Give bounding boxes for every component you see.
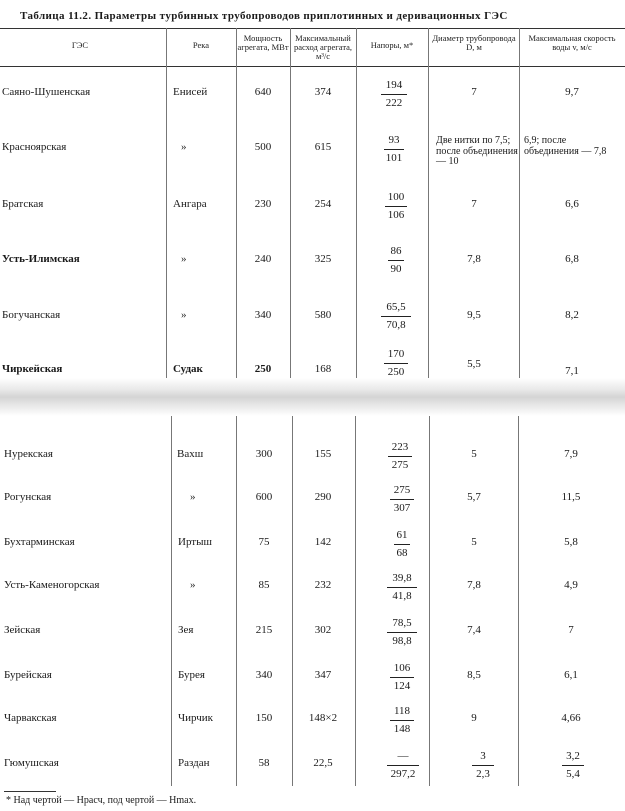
cell-power: 215 (255, 624, 273, 636)
table-top-rule (0, 28, 625, 29)
cell-power: 240 (254, 253, 272, 265)
velocity-bottom: 5,4 (566, 768, 580, 780)
fraction-bar (385, 206, 407, 207)
cell-ges: Саяно-Шушенская (2, 86, 91, 98)
fraction-bar (390, 677, 414, 678)
cell-ges: Гюмушская (4, 757, 59, 769)
footnote: * Над чертой — Hрасч, под чертой — Hmax. (6, 795, 197, 806)
fraction-bar (388, 456, 412, 457)
diameter-fraction (466, 750, 500, 781)
header-bottom-rule (0, 66, 625, 67)
cell-flow: 22,5 (313, 757, 333, 769)
velocity-fraction (556, 750, 590, 781)
header-river: Река (192, 40, 210, 50)
fraction-bar (381, 316, 411, 317)
cell-power: 500 (254, 141, 272, 153)
head-design: 100 (387, 191, 405, 203)
cell-ges: Зейская (4, 624, 41, 636)
head-max: 275 (391, 459, 409, 471)
column-rule (171, 416, 172, 786)
head-fraction (374, 134, 414, 165)
head-fraction (374, 245, 418, 276)
fraction-bar (472, 765, 494, 766)
head-design: 39,8 (392, 572, 412, 584)
header-flow: Максимальный расход агрегата, м³/с (293, 33, 353, 61)
head-design: 86 (390, 245, 402, 257)
column-rule (356, 28, 357, 378)
cell-river: Раздан (178, 757, 210, 769)
head-max: 106 (387, 209, 405, 221)
diameter-bottom: 2,3 (476, 768, 490, 780)
head-design: 61 (396, 529, 408, 541)
footnote-rule (4, 791, 56, 792)
head-fraction (382, 484, 422, 515)
cell-ges: Усть-Илимская (2, 253, 80, 265)
cell-velocity: 6,8 (565, 253, 579, 265)
cell-power: 58 (258, 757, 270, 769)
cell-ges: Чиркейская (2, 363, 63, 375)
head-design: 118 (393, 705, 411, 717)
head-fraction (372, 79, 416, 110)
cell-diameter: 7 (471, 198, 477, 210)
cell-river: » (181, 253, 187, 265)
cell-flow: 155 (314, 448, 332, 460)
fraction-bar (384, 149, 404, 150)
head-fraction (380, 750, 426, 781)
head-max: 101 (385, 152, 403, 164)
table-caption: Таблица 11.2. Параметры турбинных трубопроводов приплотинных и деривационных ГЭС (20, 10, 508, 22)
cell-river: Вахш (177, 448, 204, 460)
head-fraction (382, 662, 422, 693)
head-max: 297,2 (390, 768, 416, 780)
head-max: 90 (390, 263, 402, 275)
fraction-bar (394, 544, 410, 545)
head-max: 307 (393, 502, 411, 514)
cell-flow: 168 (314, 363, 332, 375)
cell-power: 300 (255, 448, 273, 460)
cell-river: » (190, 579, 196, 591)
cell-diameter: 9,5 (467, 309, 481, 321)
column-rule (518, 416, 519, 786)
header-head: Напоры, м* (370, 40, 414, 50)
cell-ges: Бурейская (4, 669, 52, 681)
head-design: 78,5 (392, 617, 412, 629)
fraction-bar (381, 94, 407, 95)
cell-ges: Усть-Каменогорская (4, 579, 100, 591)
cell-flow: 148×2 (308, 712, 338, 724)
cell-diameter: 7,8 (467, 579, 481, 591)
cell-power: 75 (258, 536, 270, 548)
fraction-bar (387, 587, 417, 588)
cell-flow: 290 (314, 491, 332, 503)
cell-power: 230 (254, 198, 272, 210)
column-rule (236, 416, 237, 786)
velocity-top: 3,2 (566, 750, 580, 762)
cell-power: 85 (258, 579, 270, 591)
fraction-bar (390, 499, 414, 500)
cell-power: 250 (254, 363, 272, 375)
column-rule (166, 28, 167, 378)
head-max: 148 (393, 723, 411, 735)
fraction-bar (388, 260, 404, 261)
cell-diameter: 5,7 (467, 491, 481, 503)
head-max: 41,8 (392, 590, 412, 602)
cell-ges: Братская (2, 198, 44, 210)
cell-diameter: 5,5 (467, 358, 481, 370)
header-velocity: Максимальная скорость воды v, м/с (528, 33, 616, 52)
head-design: 93 (388, 134, 400, 146)
fraction-bar (387, 632, 417, 633)
cell-ges: Красноярская (2, 141, 67, 153)
cell-velocity: 6,9; после объединения — 7,8 (524, 135, 607, 157)
head-max: 98,8 (392, 635, 412, 647)
cell-flow: 302 (314, 624, 332, 636)
head-max: 68 (396, 547, 408, 559)
cell-flow: 142 (314, 536, 332, 548)
head-design: — (397, 750, 409, 762)
head-max: 222 (385, 97, 403, 109)
cell-river: Чирчик (178, 712, 214, 724)
cell-ges: Богучанская (2, 309, 61, 321)
cell-velocity: 6,1 (564, 669, 578, 681)
head-design: 65,5 (386, 301, 406, 313)
cell-river: » (190, 491, 196, 503)
cell-velocity: 8,2 (565, 309, 579, 321)
cell-velocity: 6,6 (565, 198, 579, 210)
head-fraction (382, 705, 422, 736)
fraction-bar (387, 765, 419, 766)
cell-diameter: 7,4 (467, 624, 481, 636)
head-design: 223 (391, 441, 409, 453)
head-design: 275 (393, 484, 411, 496)
cell-diameter: 5 (471, 536, 477, 548)
cell-river: Судак (173, 363, 203, 375)
header-diameter: Диаметр трубопровода D, м (432, 33, 516, 52)
cell-river: Енисей (173, 86, 208, 98)
cell-velocity: 7,1 (565, 365, 579, 377)
cell-diameter: 9 (471, 712, 477, 724)
head-max: 70,8 (386, 319, 406, 331)
cell-velocity: 11,5 (561, 491, 581, 503)
cell-ges: Нурекская (4, 448, 53, 460)
cell-flow: 347 (314, 669, 332, 681)
cell-river: Бурея (178, 669, 205, 681)
head-fraction (374, 301, 418, 332)
cell-diameter: 7,8 (467, 253, 481, 265)
column-rule (429, 416, 430, 786)
cell-ges: Чарвакская (4, 712, 57, 724)
cell-ges: Рогунская (4, 491, 52, 503)
fraction-bar (390, 720, 414, 721)
head-max: 124 (393, 680, 411, 692)
column-rule (292, 416, 293, 786)
cell-river: Ангара (173, 198, 207, 210)
cell-river: Иртыш (178, 536, 212, 548)
cell-velocity: 9,7 (565, 86, 579, 98)
head-design: 170 (387, 348, 405, 360)
head-fraction (380, 441, 420, 472)
cell-velocity: 4,9 (564, 579, 578, 591)
cell-ges: Бухтарминская (4, 536, 75, 548)
header-ges: ГЭС (71, 40, 89, 50)
head-fraction (374, 191, 418, 222)
cell-diameter: 5 (471, 448, 477, 460)
header-power: Мощность агрегата, МВт (237, 33, 289, 52)
cell-power: 340 (254, 309, 272, 321)
cell-diameter: Две нитки по 7,5; после объединения — 10 (436, 135, 518, 167)
cell-velocity: 5,8 (564, 536, 578, 548)
cell-velocity: 7,9 (564, 448, 578, 460)
head-design: 194 (385, 79, 403, 91)
cell-power: 600 (255, 491, 273, 503)
head-max: 250 (387, 366, 405, 378)
cell-velocity: 4,66 (561, 712, 581, 724)
cell-flow: 232 (314, 579, 332, 591)
head-fraction (382, 529, 422, 560)
page-fold-shadow (0, 378, 625, 416)
cell-velocity: 7 (568, 624, 574, 636)
cell-diameter: 7 (471, 86, 477, 98)
cell-river: Зея (178, 624, 194, 636)
cell-flow: 254 (314, 198, 332, 210)
diameter-top: 3 (480, 750, 486, 762)
head-fraction (374, 348, 418, 379)
cell-flow: 580 (314, 309, 332, 321)
column-rule (355, 416, 356, 786)
cell-diameter: 8,5 (467, 669, 481, 681)
cell-flow: 374 (314, 86, 332, 98)
cell-power: 640 (254, 86, 272, 98)
head-fraction (382, 617, 422, 648)
cell-river: » (181, 141, 187, 153)
head-fraction (382, 572, 422, 603)
head-design: 106 (393, 662, 411, 674)
cell-flow: 615 (314, 141, 332, 153)
fraction-bar (384, 363, 408, 364)
cell-flow: 325 (314, 253, 332, 265)
column-rule (428, 28, 429, 378)
cell-power: 150 (255, 712, 273, 724)
cell-power: 340 (255, 669, 273, 681)
cell-river: » (181, 309, 187, 321)
fraction-bar (562, 765, 584, 766)
